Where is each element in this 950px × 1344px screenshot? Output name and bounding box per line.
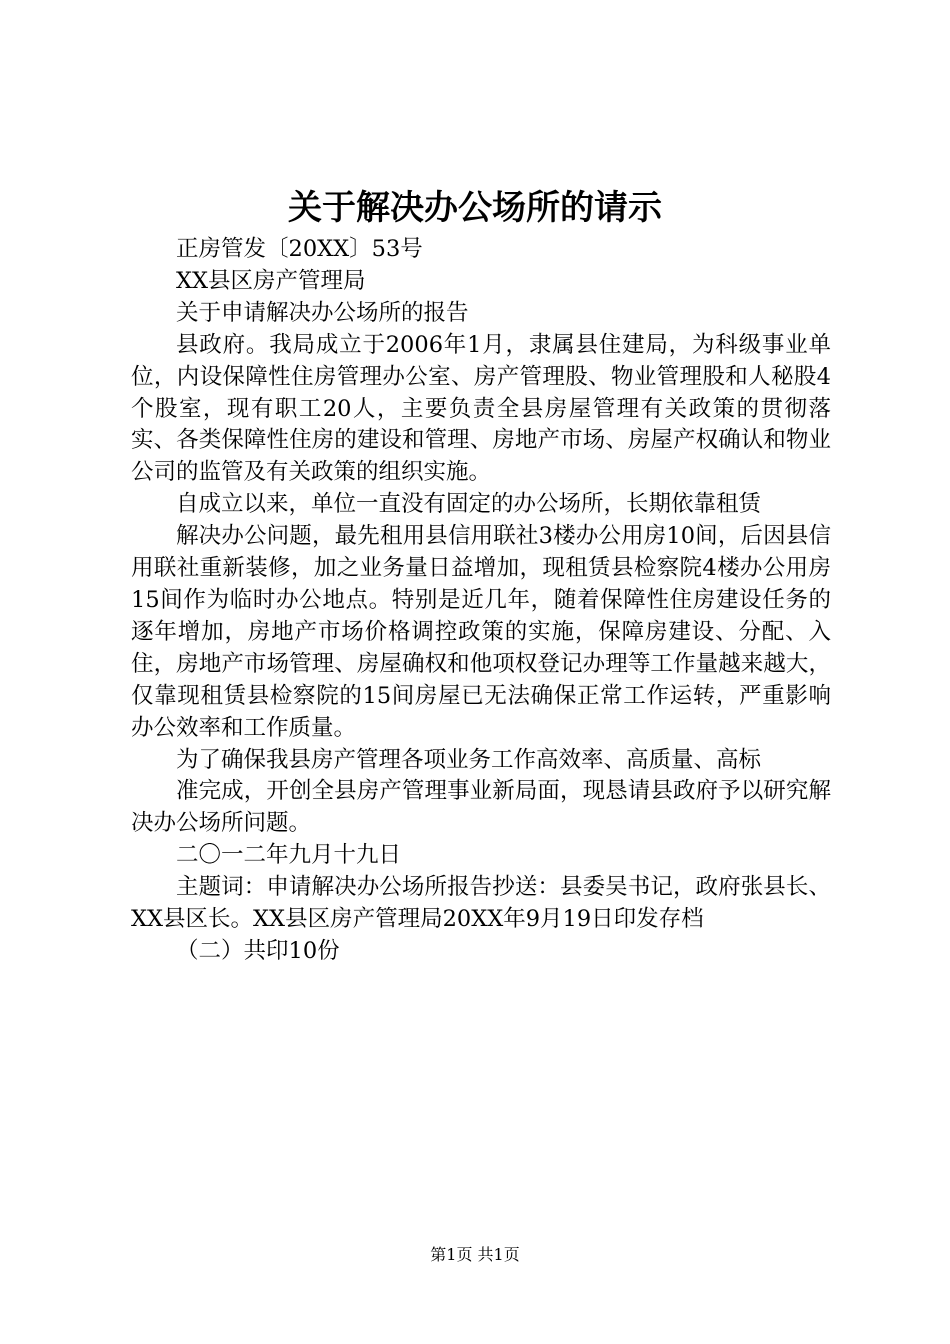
paragraph-request: 准完成，开创全县房产管理事业新局面，现恳请县政府予以研究解决办公场所问题。 — [131, 778, 831, 837]
report-subtitle: 关于申请解决办公场所的报告 — [176, 299, 469, 326]
issuing-office: XX县区房产管理局 — [176, 267, 366, 294]
document-title: 关于解决办公场所的请示 — [288, 188, 662, 228]
document-date: 二〇一二年九月十九日 — [176, 842, 402, 869]
paragraph-intro: 县政府。我局成立于2006年1月，隶属县住建局，为科级事业单位，内设保障性住房管理办公室、房产管理股、物业管理股和人秘股4个股室，现有职工20人，主要负责全县房屋管理有关政策的贯彻落实、各类保障性住房的建设和管理、房地产市场、房屋产权确认和物业公司的监管及有关政策的组织实施。 — [131, 331, 831, 486]
doc-number: 正房管发〔20XX〕53号 — [176, 236, 423, 262]
print-count: （二）共印10份 — [176, 937, 340, 964]
paragraph-purpose: 为了确保我县房产管理各项业务工作高效率、高质量、高标 — [176, 746, 762, 773]
paragraph-current-situation: 解决办公问题，最先租用县信用联社3楼办公用房10间，后因县信用联社重新装修，加之业务量日益增加，现租赁县检察院4楼办公用房15间作为临时办公地点。特别是近几年，随着保障性住房建设任务的逐年增加，房地产市场价格调控政策的实施，保障房建设、分配、入住，房地产市场管理、房屋确权和他项权登记办理等工作量越来越大，仅靠现租赁县检察院的15间房屋已无法确保正常工作运转，严重影响办公效率和工作质量。 — [131, 523, 831, 741]
page-footer: 第1页 共1页 — [430, 1245, 520, 1264]
subject-keywords-cc: 主题词：申请解决办公场所报告抄送：县委吴书记，政府张县长、XX县区长。XX县区房产管理局20XX年9月19日印发存档 — [131, 874, 831, 933]
document-body — [131, 234, 831, 968]
paragraph-history: 自成立以来，单位一直没有固定的办公场所，长期依靠租赁 — [176, 491, 762, 518]
